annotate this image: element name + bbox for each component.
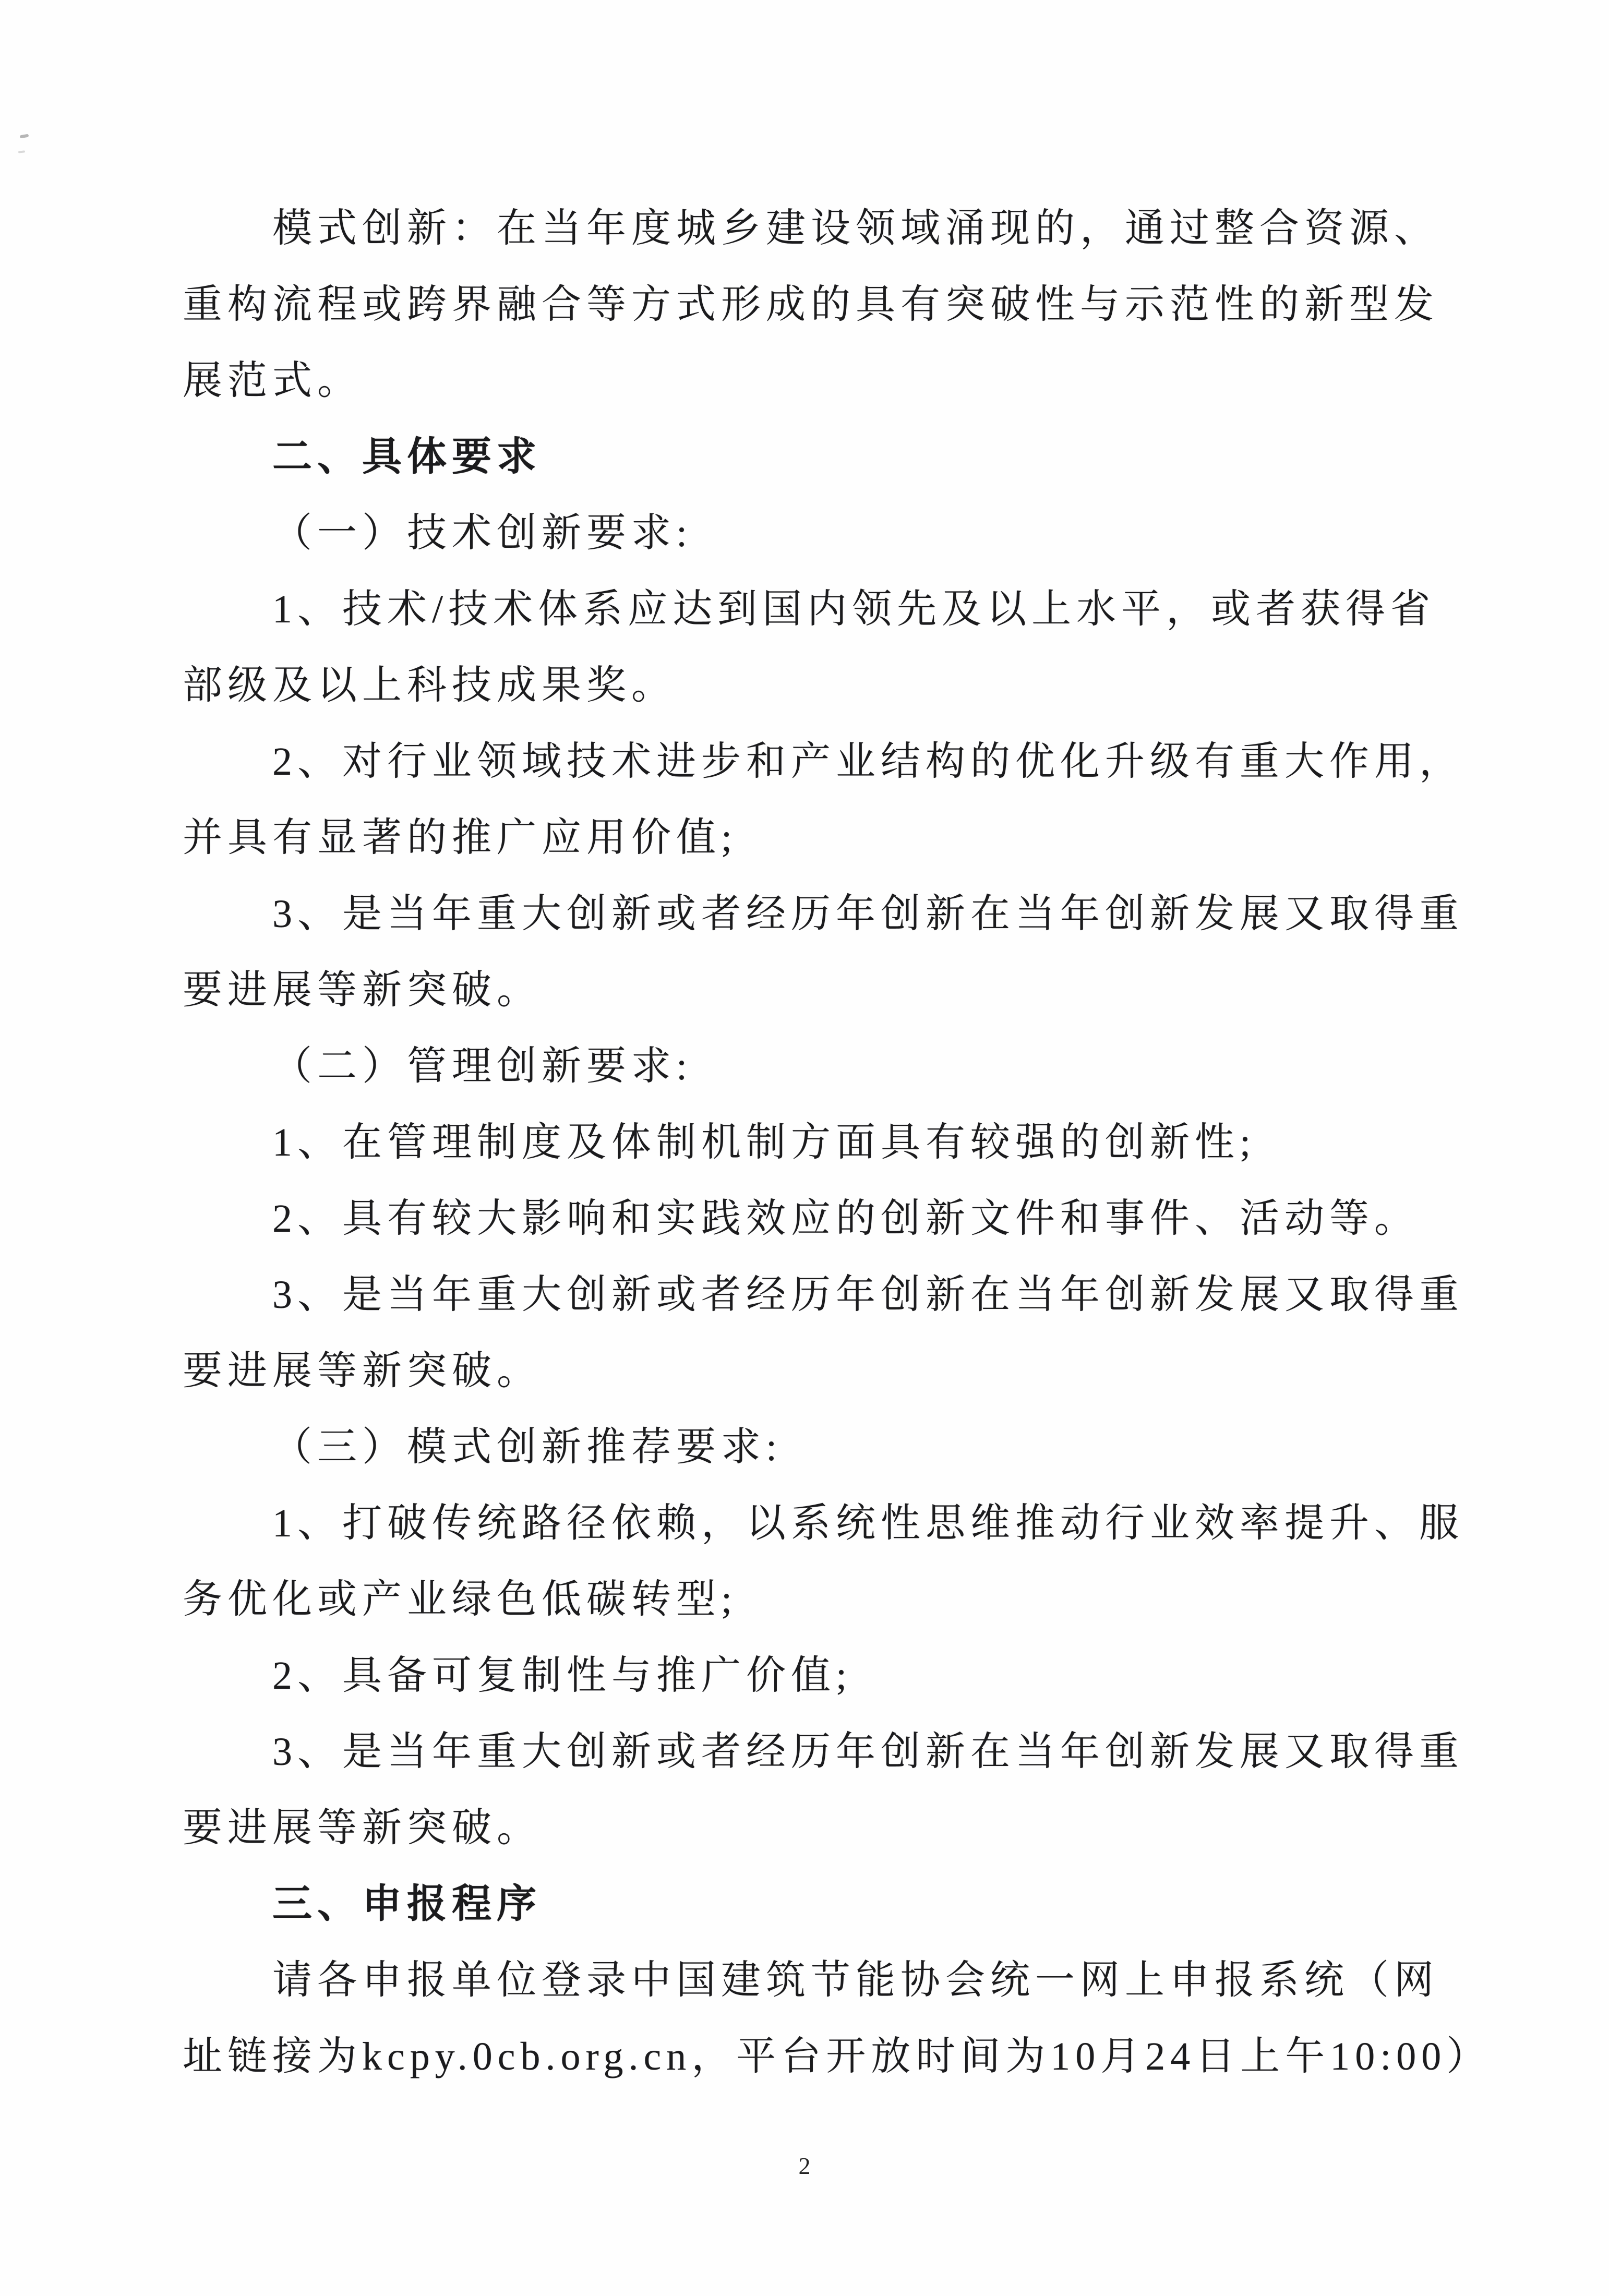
- doc-line: 务优化或产业绿色低碳转型;: [183, 1578, 738, 1621]
- doc-line: 要进展等新突破。: [183, 968, 542, 1012]
- page-number: 2: [798, 2153, 811, 2179]
- section-heading: 二、具体要求: [272, 435, 542, 479]
- doc-line: 请各申报单位登录中国建筑节能协会统一网上申报系统（网: [272, 1958, 1439, 2002]
- doc-line: 2、具有较大影响和实践效应的创新文件和事件、活动等。: [272, 1197, 1419, 1241]
- doc-line: 1、在管理制度及体制机制方面具有较强的创新性;: [272, 1121, 1256, 1164]
- subsection-heading: （三）模式创新推荐要求:: [272, 1425, 783, 1469]
- doc-line: 模式创新：在当年度城乡建设领域涌现的，通过整合资源、: [272, 207, 1439, 250]
- doc-line: 3、是当年重大创新或者经历年创新在当年创新发展又取得重: [272, 892, 1464, 936]
- doc-line: 1、技术/技术体系应达到国内领先及以上水平，或者获得省: [272, 587, 1436, 631]
- doc-line: 3、是当年重大创新或者经历年创新在当年创新发展又取得重: [272, 1273, 1464, 1317]
- subsection-heading: （一）技术创新要求:: [272, 511, 693, 555]
- doc-line: 2、具备可复制性与推广价值;: [272, 1654, 852, 1698]
- doc-line: 3、是当年重大创新或者经历年创新在当年创新发展又取得重: [272, 1730, 1464, 1774]
- section-heading: 三、申报程序: [272, 1882, 542, 1926]
- scan-artifact: [20, 134, 29, 139]
- doc-line: 要进展等新突破。: [183, 1349, 542, 1393]
- doc-line: 并具有显著的推广应用价值;: [183, 816, 738, 860]
- doc-line: 址链接为kcpy.0cb.org.cn，平台开放时间为10月24日上午10:00）: [183, 2035, 1492, 2078]
- doc-line: 展范式。: [183, 359, 362, 403]
- doc-line: 重构流程或跨界融合等方式形成的具有突破性与示范性的新型发: [183, 283, 1439, 327]
- doc-line: 1、打破传统路径依赖，以系统性思维推动行业效率提升、服: [272, 1501, 1464, 1545]
- document-body: [183, 190, 1492, 2095]
- scan-artifact: [18, 150, 25, 153]
- doc-line: 2、对行业领域技术进步和产业结构的优化升级有重大作用，: [272, 740, 1464, 784]
- doc-line: 要进展等新突破。: [183, 1806, 542, 1850]
- doc-line: 部级及以上科技成果奖。: [183, 664, 676, 707]
- subsection-heading: （二）管理创新要求:: [272, 1044, 693, 1088]
